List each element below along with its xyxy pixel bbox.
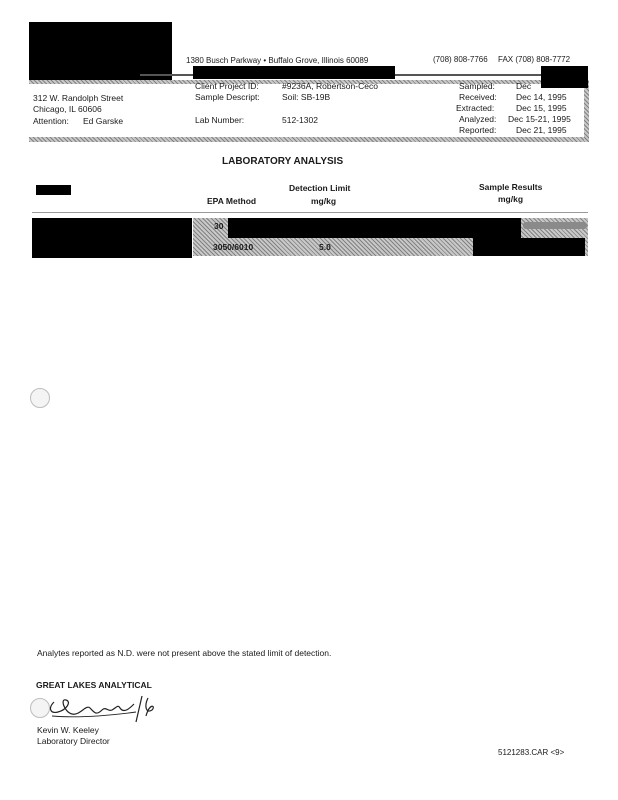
client-street: 312 W. Randolph Street [33, 93, 124, 103]
lab-number-label: Lab Number: [195, 115, 245, 125]
info-box-right-border [584, 80, 589, 142]
signer-name: Kevin W. Keeley [37, 725, 99, 735]
report-title: LABORATORY ANALYSIS [222, 156, 344, 167]
nd-footnote: Analytes reported as N.D. were not present above the stated limit of detection. [37, 648, 332, 658]
received-label: Received: [459, 92, 497, 102]
sampled-label: Sampled: [459, 81, 495, 91]
reported-date: Dec 21, 1995 [516, 125, 567, 135]
received-date: Dec 14, 1995 [516, 92, 567, 102]
redacted-sample-date [541, 66, 588, 88]
lab-phone: (708) 808-7766 [433, 55, 488, 64]
lab-fax: FAX (708) 808-7772 [498, 55, 571, 64]
row2-method: 3050/6010 [213, 242, 254, 252]
col-detection-limit: Detection Limit [289, 183, 351, 193]
attention-name: Ed Garske [83, 116, 124, 126]
row1-result-mark [523, 222, 587, 229]
analyzed-label: Analyzed: [459, 114, 497, 124]
redacted-logo [29, 22, 172, 82]
file-reference: 5121283.CAR <9> [498, 748, 565, 757]
company-name: GREAT LAKES ANALYTICAL [36, 680, 152, 690]
redacted-analyte-names [32, 218, 192, 258]
reported-label: Reported: [459, 125, 497, 135]
redacted-analyte-header [36, 185, 71, 195]
client-city: Chicago, IL 60606 [33, 104, 102, 114]
project-id-label: Client Project ID: [195, 81, 259, 91]
col-epa-method: EPA Method [207, 196, 257, 206]
col-result-unit: mg/kg [498, 194, 524, 204]
sampled-date: Dec [516, 81, 532, 91]
analyzed-date: Dec 15-21, 1995 [508, 114, 571, 124]
col-detection-unit: mg/kg [311, 196, 337, 206]
col-sample-results: Sample Results [479, 182, 543, 192]
lab-address: 1380 Busch Parkway • Buffalo Grove, Illinois 60089 [186, 56, 369, 65]
signer-title: Laboratory Director [37, 736, 110, 746]
sample-desc-label: Sample Descript: [195, 92, 260, 102]
row2-limit: 5.0 [319, 242, 331, 252]
info-box-bottom-border [29, 137, 588, 142]
row1-method: 30 [214, 221, 224, 231]
punch-hole [30, 388, 50, 408]
project-id: #9236A, Robertson-Ceco [282, 81, 378, 91]
redacted-row1-values [228, 218, 521, 238]
lab-number: 512-1302 [282, 115, 318, 125]
sample-desc: Soil: SB-19B [282, 92, 331, 102]
redacted-row2-result [473, 238, 585, 256]
extracted-date: Dec 15, 1995 [516, 103, 567, 113]
extracted-label: Extracted: [456, 103, 495, 113]
director-signature [46, 692, 166, 726]
attention-label: Attention: [33, 116, 69, 126]
column-rule [32, 212, 588, 213]
redacted-client-name [193, 66, 395, 79]
